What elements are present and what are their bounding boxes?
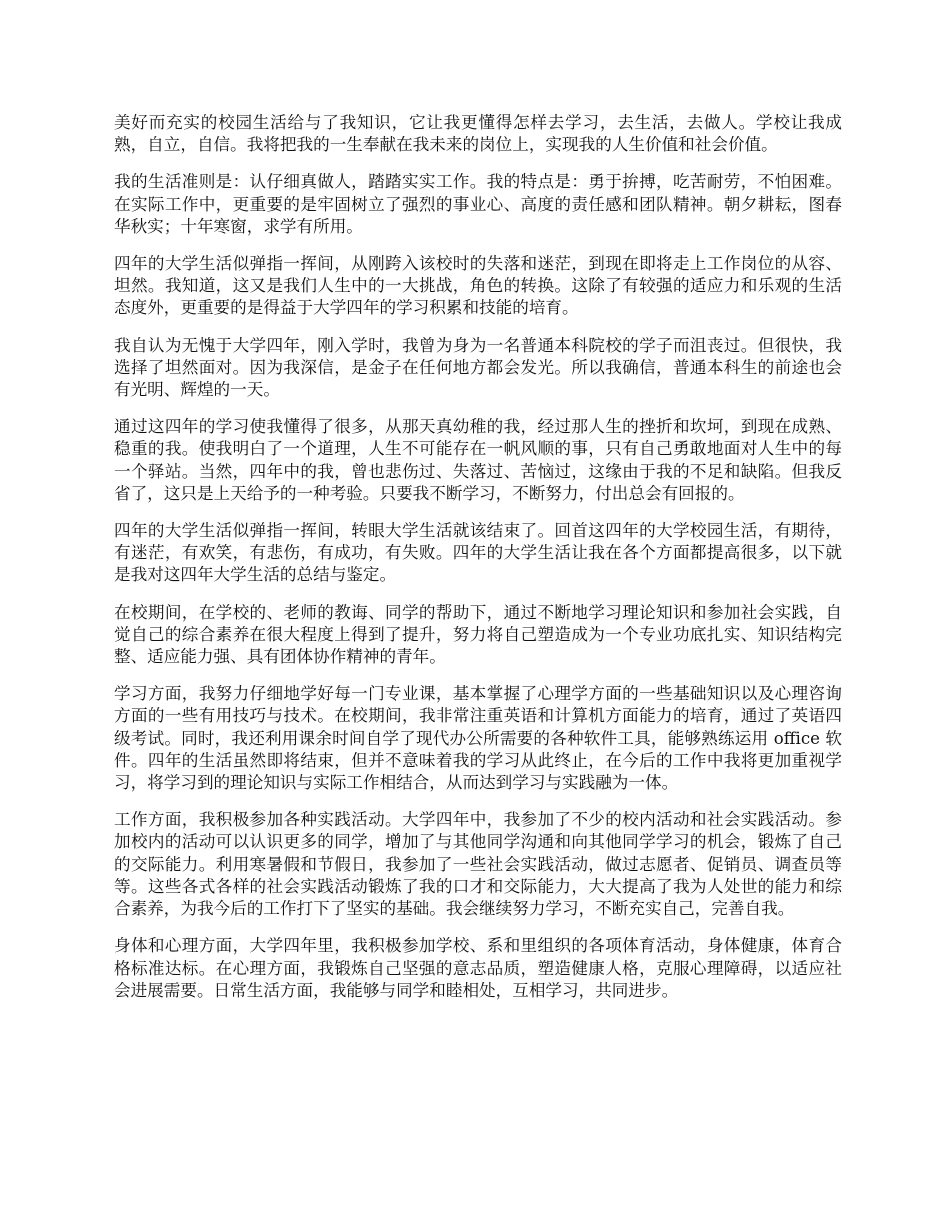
paragraph-2: 我的生活准则是：认仔细真做人，踏踏实实工作。我的特点是：勇于拚搏，吃苦耐劳，不怕困难。在实际工作中，更重要的是牢固树立了强烈的事业心、高度的责任感和团队精神。朝夕耕耘，图春华秋实；十年寒窗，求学有所用。: [114, 172, 842, 236]
paragraph-8: 学习方面，我努力仔细地学好每一门专业课，基本掌握了心理学方面的一些基础知识以及心理咨询方面的一些有用技巧与技术。在校期间，我非常注重英语和计算机方面能力的培育，通过了英语四级考试。同时，我还利用课余时间自学了现代办公所需要的各种软件工具，能够熟练运用 office 软件。四年的生活虽然即将结束，但并不意味着我的学习从此终止，在今后的工作中我将更加重视学习，将学习到的理论知识与实际工作相结合，从而达到学习与实践融为一体。: [114, 684, 842, 793]
paragraph-1: 美好而充实的校园生活给与了我知识，它让我更懂得怎样去学习，去生活，去做人。学校让我成熟，自立，自信。我将把我的一生奉献在我未来的岗位上，实现我的人生价值和社会价值。: [114, 113, 842, 155]
paragraph-5: 通过这四年的学习使我懂得了很多，从那天真幼稚的我，经过那人生的挫折和坎坷，到现在成熟、稳重的我。使我明白了一个道理，人生不可能存在一帆风顺的事，只有自己勇敢地面对人生中的每一个驿站。当然，四年中的我，曾也悲伤过、失落过、苦恼过，这缘由于我的不足和缺陷。但我反省了，这只是上天给予的一种考验。只要我不断学习，不断努力，付出总会有回报的。: [114, 417, 842, 503]
paragraph-6: 四年的大学生活似弹指一挥间，转眼大学生活就该结束了。回首这四年的大学校园生活，有期待，有迷茫，有欢笑，有悲伤，有成功，有失败。四年的大学生活让我在各个方面都提高很多，以下就是我对这四年大学生活的总结与鉴定。: [114, 521, 842, 585]
paragraph-7: 在校期间，在学校的、老师的教诲、同学的帮助下，通过不断地学习理论知识和参加社会实践，自觉自己的综合素养在很大程度上得到了提升，努力将自己塑造成为一个专业功底扎实、知识结构完整、适应能力强、具有团体协作精神的青年。: [114, 602, 842, 667]
document-body: [114, 112, 842, 1017]
paragraph-9: 工作方面，我积极参加各种实践活动。大学四年中，我参加了不少的校内活动和社会实践活动。参加校内的活动可以认识更多的同学，增加了与其他同学沟通和向其他同学学习的机会，锻炼了自己的交际能力。利用寒暑假和节假日，我参加了一些社会实践活动，做过志愿者、促销员、调查员等等。这些各式各样的社会实践活动锻炼了我的口才和交际能力，大大提高了我为人处世的能力和综合素养，为我今后的工作打下了坚实的基础。我会继续努力学习，不断充实自己，完善自我。: [114, 810, 842, 919]
paragraph-3: 四年的大学生活似弹指一挥间，从刚跨入该校时的失落和迷茫，到现在即将走上工作岗位的从容、坦然。我知道，这又是我们人生中的一大挑战，角色的转换。这除了有较强的适应力和乐观的生活态度外，更重要的是得益于大学四年的学习积累和技能的培育。: [114, 254, 842, 318]
paragraph-10: 身体和心理方面，大学四年里，我积极参加学校、系和里组织的各项体育活动，身体健康，体育合格标准达标。在心理方面，我锻炼自己坚强的意志品质，塑造健康人格，克服心理障碍，以适应社会进展需要。日常生活方面，我能够与同学和睦相处，互相学习，共同进步。: [114, 936, 842, 1000]
paragraph-4: 我自认为无愧于大学四年，刚入学时，我曾为身为一名普通本科院校的学子而沮丧过。但很快，我选择了坦然面对。因为我深信，是金子在任何地方都会发光。所以我确信，普通本科生的前途也会有光明、辉煌的一天。: [114, 335, 842, 400]
